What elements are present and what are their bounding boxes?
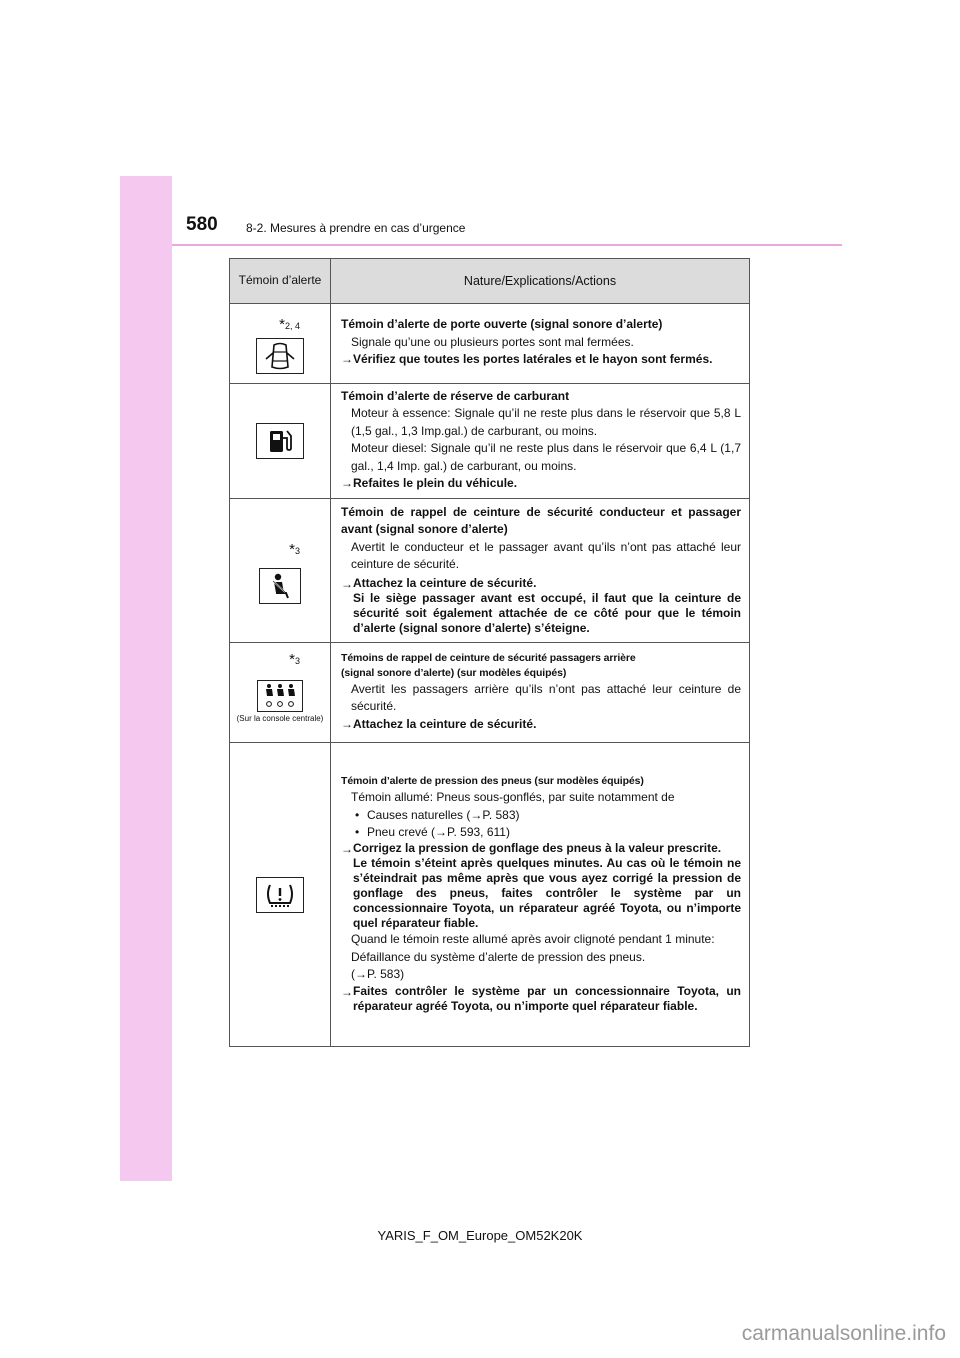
arrow-icon: → bbox=[341, 576, 353, 591]
description-cell bbox=[331, 304, 750, 384]
row-title: Témoin de rappel de ceinture de sécurité conducteur et passager avant (signal sonore d’alerte) bbox=[341, 505, 741, 537]
arrow-icon: → bbox=[341, 716, 353, 731]
row-text: Signale qu’une ou plusieurs portes sont mal fermées. bbox=[351, 334, 634, 349]
side-tab-band bbox=[120, 176, 172, 1181]
row-text: Témoin allumé: Pneus sous-gonflés, par suite notamment de bbox=[351, 790, 675, 805]
arrow-icon: → bbox=[341, 984, 353, 999]
arrow-icon: → bbox=[341, 842, 353, 857]
row-text: (→P. 583) bbox=[351, 967, 405, 982]
list-item: • Causes naturelles (→P. 583) bbox=[355, 807, 520, 822]
seatbelt-icon bbox=[259, 568, 301, 604]
column-header-light: Témoin d’alerte bbox=[230, 259, 331, 304]
document-code: YARIS_F_OM_Europe_OM52K20K bbox=[377, 1228, 583, 1243]
page-number: 580 bbox=[186, 214, 218, 235]
description-cell bbox=[331, 743, 750, 1047]
row-text: Défaillance du système d’alerte de pression des pneus. bbox=[351, 949, 646, 964]
icon-caption: (Sur la console centrale) bbox=[236, 713, 324, 723]
header-divider bbox=[172, 244, 842, 246]
action-detail: Si le siège passager avant est occupé, il faut que la ceinture de sécurité soit également attachée de ce côté pour que le témoin d’alerte (signal sonore d’alerte) s’éteigne. bbox=[353, 590, 741, 635]
action-line bbox=[341, 841, 741, 931]
footnote-marker: *2, 4 bbox=[279, 316, 300, 333]
row-title: Témoins de rappel de ceinture de sécurité passagers arrière bbox=[341, 651, 636, 664]
list-item: • Pneu crevé (→P. 593, 611) bbox=[355, 825, 510, 840]
action-detail: Le témoin s’éteint après quelques minutes. Au cas où le témoin ne s’éteindrait pas même après que vous ayez corrigé la pression de gonflage des pneus, faites contrôler le système par un concessionnaire Toyota, un réparateur agréé Toyota, ou n’importe quel réparateur fiable. bbox=[353, 856, 741, 931]
action-line: → Attachez la ceinture de sécurité. bbox=[341, 716, 741, 733]
tire-pressure-icon bbox=[256, 877, 304, 913]
column-header-nature: Nature/Explications/Actions bbox=[331, 259, 750, 304]
table-row bbox=[230, 743, 750, 1047]
section-title: 8-2. Mesures à prendre en cas d’urgence bbox=[246, 221, 466, 235]
arrow-icon: → bbox=[341, 475, 353, 490]
description-cell bbox=[331, 499, 750, 643]
action-text: Attachez la ceinture de sécurité. bbox=[353, 575, 537, 590]
row-text: Moteur à essence: Signale qu’il ne reste plus dans le réservoir que 5,8 L (1,5 gal., 1,3 Imp.gal.) de carburant, ou moins. bbox=[351, 406, 741, 438]
table-row bbox=[230, 499, 750, 643]
footnote-marker: *3 bbox=[289, 541, 300, 559]
row-title-continued: (signal sonore d’alerte) (sur modèles équipés) bbox=[341, 666, 567, 679]
action-line: → Refaites le plein du véhicule. bbox=[341, 475, 741, 492]
description-cell bbox=[331, 384, 750, 499]
watermark: carmanualsonline.info bbox=[741, 1322, 946, 1345]
light-cell bbox=[230, 384, 331, 499]
table-row bbox=[230, 643, 750, 743]
rear-seatbelt-icon bbox=[257, 680, 303, 712]
action-text: Corrigez la pression de gonflage des pneus à la valeur prescrite. bbox=[353, 841, 722, 856]
footnote-marker: *3 bbox=[289, 651, 300, 669]
fuel-pump-icon bbox=[256, 423, 304, 459]
row-text: Avertit le conducteur et le passager avant qu’ils n’ont pas attaché leur ceinture de sécurité. bbox=[351, 539, 741, 572]
row-title: Témoin d’alerte de réserve de carburant bbox=[341, 389, 570, 403]
row-text: Quand le témoin reste allumé après avoir clignoté pendant 1 minute: bbox=[351, 932, 715, 947]
warning-lights-table bbox=[229, 258, 750, 1047]
action-line bbox=[341, 576, 741, 636]
arrow-icon: → bbox=[341, 352, 353, 367]
light-cell bbox=[230, 499, 331, 643]
action-line: → Vérifiez que toutes les portes latérales et le hayon sont fermés. bbox=[341, 351, 741, 368]
table-row bbox=[230, 384, 750, 499]
row-text: Moteur diesel: Signale qu’il ne reste plus dans le réservoir que 6,4 L (1,7 gal., 1,4 Imp. gal.) de carburant, ou moins. bbox=[351, 441, 741, 473]
light-cell bbox=[230, 743, 331, 1047]
action-line: → Faites contrôler le système par un concessionnaire Toyota, un réparateur agréé Toyota, ou n’importe quel réparateur fiable. bbox=[341, 983, 741, 1013]
light-cell bbox=[230, 304, 331, 384]
table-row bbox=[230, 304, 750, 384]
description-cell bbox=[331, 643, 750, 743]
light-cell bbox=[230, 643, 331, 743]
row-text: Avertit les passagers arrière qu’ils n’ont pas attaché leur ceinture de sécurité. bbox=[351, 681, 741, 714]
row-title: Témoin d’alerte de porte ouverte (signal sonore d’alerte) bbox=[341, 317, 663, 332]
door-open-icon bbox=[256, 338, 304, 374]
row-title: Témoin d’alerte de pression des pneus (sur modèles équipés) bbox=[341, 775, 644, 788]
table-header-row bbox=[230, 259, 750, 304]
